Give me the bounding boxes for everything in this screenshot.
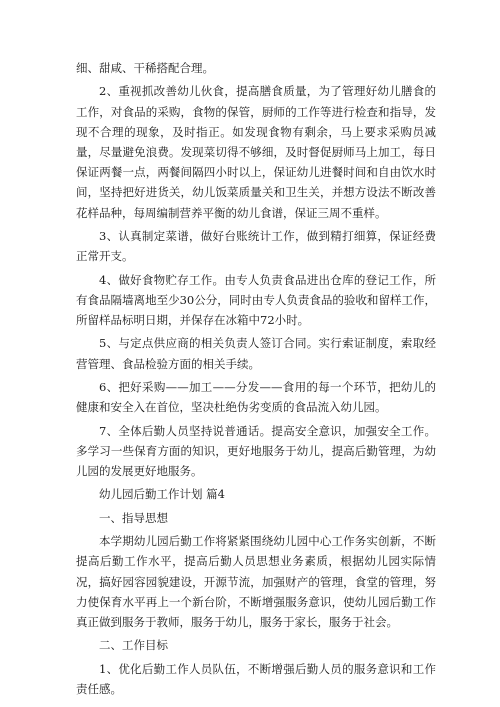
paragraph-item-3: 3、认真制定菜谱，做好台账统计工作，做到精打细算，保证经费正常开支。 — [76, 229, 436, 264]
paragraph-item-5: 5、与定点供应商的相关负责人签订合同。实行索证制度，索取经营管理、食品检验方面的相关手续。 — [76, 336, 436, 371]
subheading-guiding-thought: 一、指导思想 — [99, 510, 168, 525]
paragraph-item-2: 2、重视抓改善幼儿伙食，提高膳食质量，为了管理好幼儿膳食的工作，对食品的采购，食物的保管，厨师的工作等进行检查和指导，发现不合理的现象，及时指正。如发现食物有剩余，马上要求采购员减量，尽量避免浪费。发现菜切得不够细，及时督促厨师马上加工，每日保证两餐一点，两餐间隔四小时以上，保证幼儿进餐时间和自由饮水时间，坚持把好进货关，幼儿饭菜质量关和卫生关，并想方设法不断改善花样品种，每周编制营养平衡的幼儿食谱，保证三周不重样。 — [76, 84, 436, 220]
paragraph-item-7: 7、全体后勤人员坚持说普通话。提高安全意识，加强安全工作。多学习一些保育方面的知识，更好地服务于幼儿，提高后勤管理，为幼儿园的发展更好地服务。 — [76, 423, 436, 478]
subheading-work-goals: 二、工作目标 — [99, 638, 168, 653]
paragraph-guiding-thought: 本学期幼儿园后勤工作将紧紧围绕幼儿园中心工作务实创新，不断提高后勤工作水平，提高后勤人员思想业务素质，根据幼儿园实际情况，搞好园容园貌建设，开源节流，加强财产的管理，食堂的管理，努力使保育水平再上一个新台阶，不断增强服务意识，使幼儿园后勤工作真正做到服务于教师，服务于幼儿，服务于家长，服务于社会。 — [76, 534, 436, 629]
paragraph-item-6: 6、把好采购——加工——分发——食用的每一个环节，把幼儿的健康和安全入在首位，坚决杜绝伪劣变质的食品流入幼儿园。 — [76, 379, 436, 415]
paragraph-intro-continuation: 细、甜咸、干稀搭配合理。 — [76, 61, 214, 75]
paragraph-item-4: 4、做好食物贮存工作。由专人负责食品进出仓库的登记工作，所有食品隔墙离地至少30公分，同时由专人负责食品的验收和留样工作，所留样品标明日期，并保存在冰箱中72小时。 — [76, 272, 436, 327]
section-title: 幼儿园后勤工作计划 篇4 — [99, 487, 225, 502]
document-body — [76, 58, 436, 702]
paragraph-goal-1: 1、优化后勤工作人员队伍，不断增强后勤人员的服务意识和工作责任感。 — [76, 661, 436, 696]
